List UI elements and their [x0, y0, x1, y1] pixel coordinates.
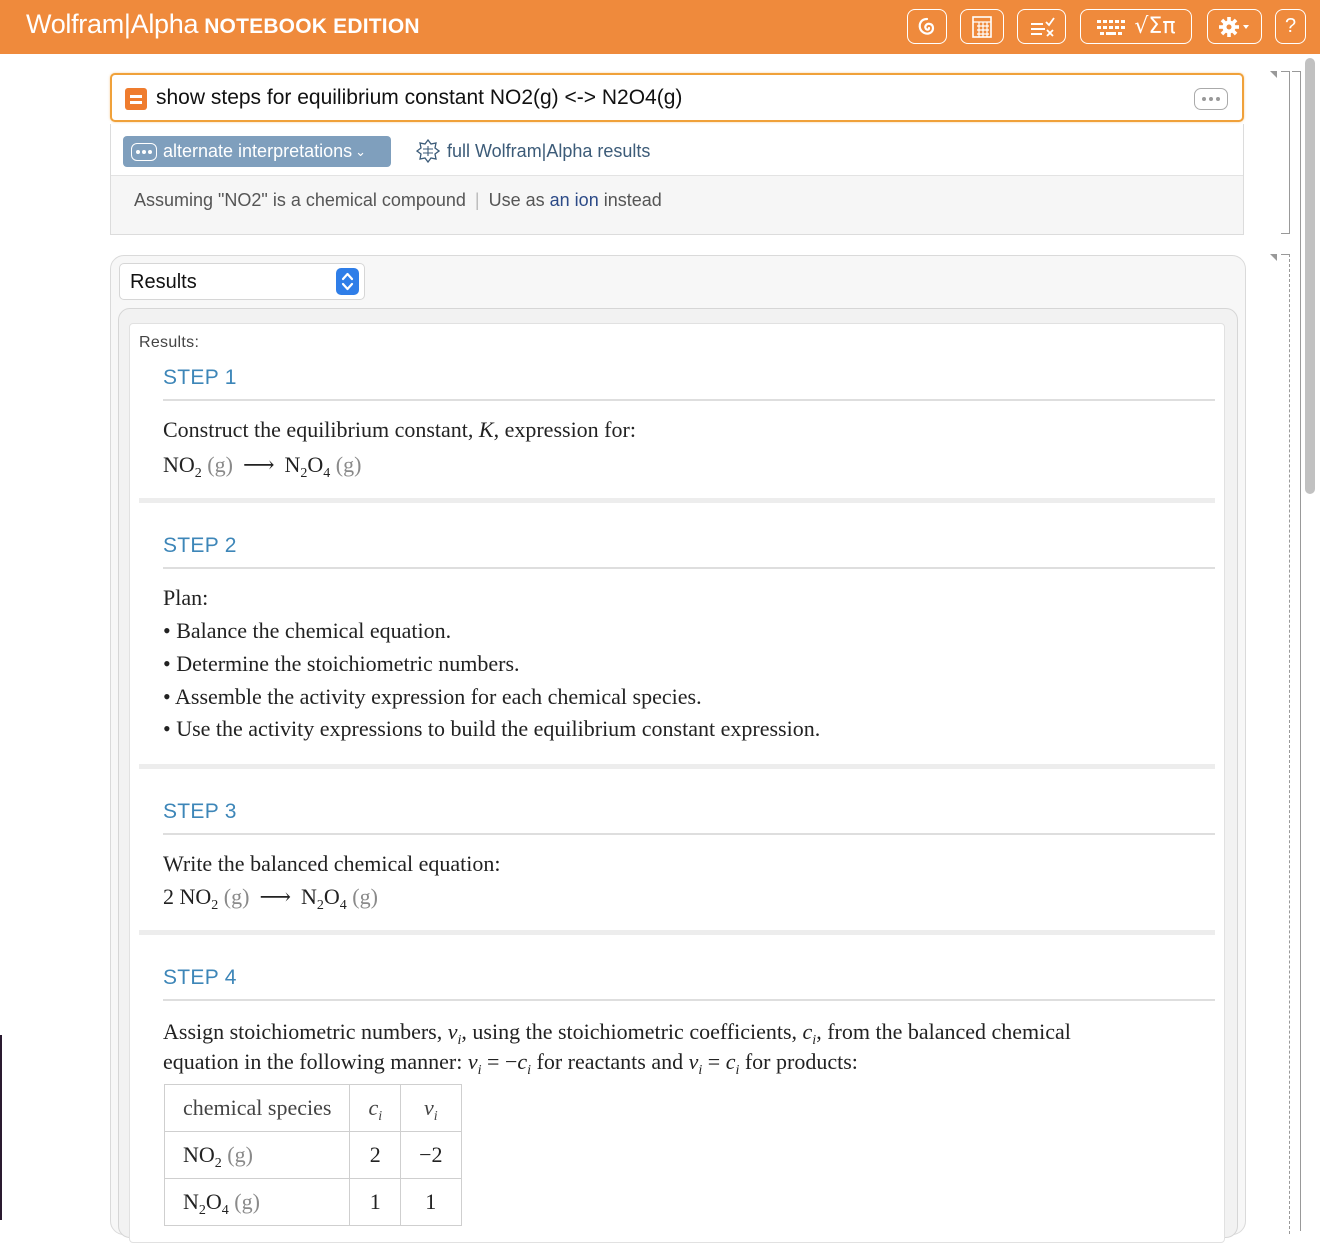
table-cell-c: 1: [350, 1179, 401, 1226]
settings-button[interactable]: [1207, 9, 1262, 44]
assumption-line: Assuming "NO2" is a chemical compound | Use as an ion instead: [134, 190, 662, 210]
table-cell-c: 2: [350, 1132, 401, 1179]
cell-bracket-marker: [1270, 71, 1277, 78]
table-header-row: [165, 1085, 462, 1132]
output-bracket-marker: [1270, 254, 1277, 261]
ellipsis-icon: [131, 143, 157, 161]
assumptions-toolbar: [111, 124, 1243, 176]
step-4-text-line-1: Assign stoichiometric numbers, $\nu_i$, using the stoichiometric coefficients, $c_i$, from the balanced chemical: [163, 1019, 1071, 1048]
step-3-reaction: 2 $NO_2$ (g) ⟶ $N_2O_4$ (g): [163, 884, 378, 913]
spiral-icon: [916, 16, 938, 38]
up-down-arrows-icon: [336, 268, 359, 295]
table-header: $c_i$: [350, 1085, 401, 1132]
alternate-interpretations-button[interactable]: [123, 136, 391, 167]
spiral-button[interactable]: [907, 9, 947, 44]
step-2-bullet: • Determine the stoichiometric numbers.: [163, 651, 520, 676]
step-separator: [139, 930, 1215, 935]
step-4-heading: STEP 4: [163, 966, 237, 989]
use-as-suffix: instead: [603, 190, 662, 210]
step-4-text-line-2: equation in the following manner: $\nu_i = -c_i$ for reactants and $\nu_i = c_i$ for products:: [163, 1049, 858, 1078]
gear-icon: [1218, 16, 1252, 38]
step-4-rule: [163, 999, 1215, 1001]
query-text[interactable]: show steps for equilibrium constant NO2(g) <-> N2O4(g): [156, 86, 683, 109]
window-edge-marker: [0, 1035, 2, 1220]
results-selector[interactable]: [119, 263, 365, 300]
alternate-interpretations-label: alternate interpretations: [163, 141, 353, 161]
table-row: [165, 1179, 462, 1226]
equals-check-icon: [1028, 16, 1056, 38]
table-cell-species: $N_2O_4$ (g): [165, 1179, 350, 1226]
table-cell-species: $NO_2$ (g): [165, 1132, 350, 1179]
step-separator: [139, 498, 1215, 503]
brand-logo[interactable]: [26, 9, 420, 40]
brand-edition: NOTEBOOK EDITION: [204, 15, 420, 38]
chevron-down-icon: ⌄: [355, 143, 367, 159]
step-2-plan-label: Plan:: [163, 585, 209, 610]
table-view-button[interactable]: [960, 9, 1004, 44]
assumptions-panel: [110, 124, 1244, 235]
stoichiometry-table: [164, 1084, 462, 1226]
step-2-bullet: • Balance the chemical equation.: [163, 618, 452, 643]
full-results-link[interactable]: [416, 139, 650, 163]
math-input-button[interactable]: [1080, 9, 1192, 44]
results-selector-value: Results: [130, 271, 197, 293]
step-2-bullet: • Assemble the activity expression for each chemical species.: [163, 684, 702, 709]
step-2-bullet: • Use the activity expressions to build the equilibrium constant expression.: [163, 716, 821, 741]
table-cell-nu: −2: [401, 1132, 461, 1179]
group-cell-bracket[interactable]: [1292, 71, 1301, 1231]
query-input[interactable]: [110, 73, 1244, 122]
scrollbar-thumb[interactable]: [1305, 58, 1315, 494]
table-header: $\nu_i$: [401, 1085, 461, 1132]
assumption-text: Assuming "NO2" is a chemical compound: [134, 190, 466, 210]
step-2-heading: STEP 2: [163, 534, 237, 557]
step-1-reaction: $NO_2$ (g) ⟶ $N_2O_4$ (g): [163, 452, 362, 481]
help-button[interactable]: ?: [1275, 9, 1306, 44]
full-results-label: full Wolfram|Alpha results: [447, 140, 651, 161]
top-bar: [0, 0, 1320, 54]
grid-icon: [970, 15, 994, 39]
step-separator: [139, 764, 1215, 769]
step-2-rule: [163, 567, 1215, 569]
step-3-text: Write the balanced chemical equation:: [163, 851, 501, 876]
step-3-heading: STEP 3: [163, 800, 237, 823]
use-as-prefix: Use as: [488, 190, 545, 210]
table-row: [165, 1132, 462, 1179]
step-1-text: Construct the equilibrium constant, K, expression for:: [163, 417, 636, 442]
input-cell-icon: [125, 88, 147, 110]
table-cell-nu: 1: [401, 1179, 461, 1226]
step-1-heading: STEP 1: [163, 366, 237, 389]
math-symbols-label: √Σπ: [1134, 14, 1176, 39]
more-options-button[interactable]: [1194, 88, 1228, 110]
vertical-scrollbar[interactable]: [1303, 56, 1317, 1220]
pod-title: Results:: [139, 334, 200, 351]
table-header: chemical species: [165, 1085, 350, 1132]
equation-button[interactable]: [1017, 9, 1066, 44]
keyboard-icon: [1096, 18, 1126, 36]
use-as-ion-link[interactable]: an ion: [549, 190, 599, 210]
step-3-rule: [163, 833, 1215, 835]
brand-name: Wolfram|Alpha: [26, 9, 199, 39]
wolfram-star-icon: [416, 139, 440, 163]
input-cell-bracket[interactable]: [1281, 71, 1290, 234]
step-1-rule: [163, 399, 1215, 401]
output-cell-bracket[interactable]: [1281, 254, 1290, 1234]
